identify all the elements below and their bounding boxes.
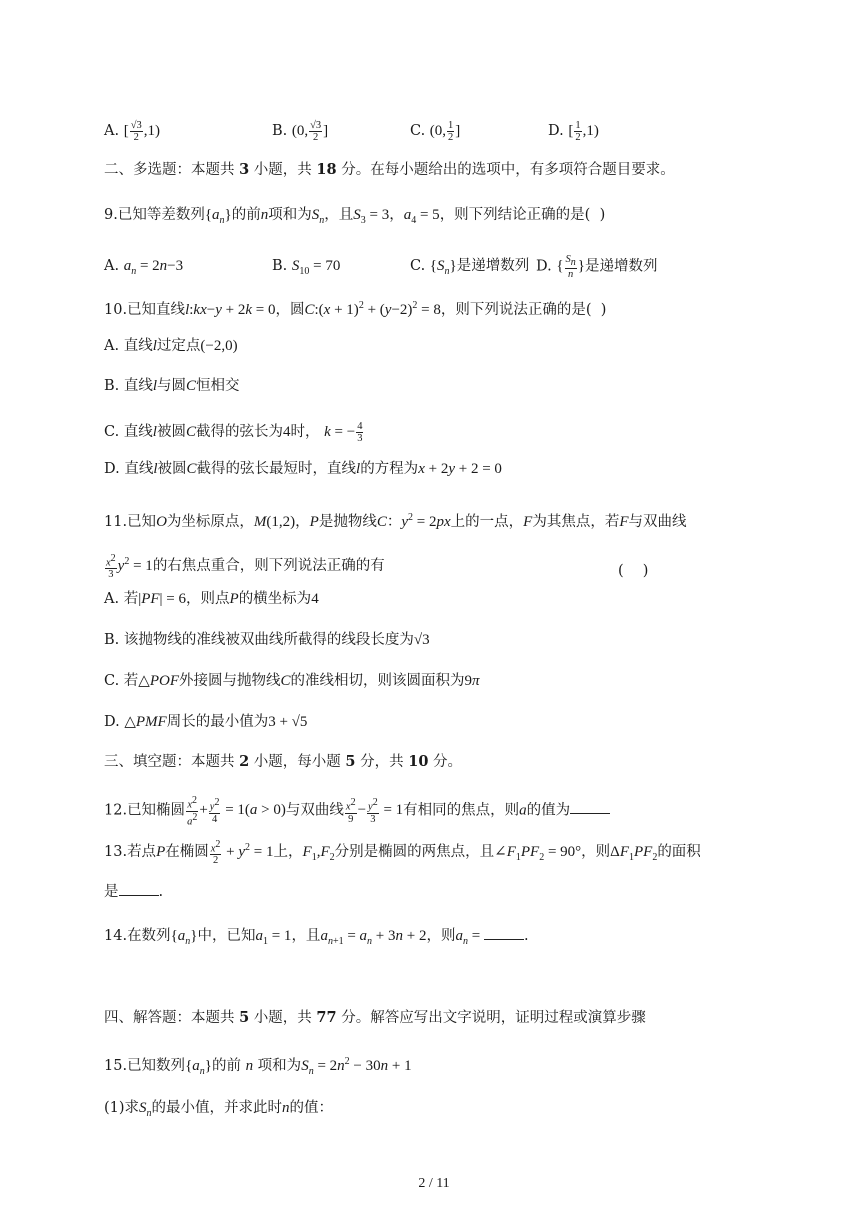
question-10-option-b: B. 直线l与圆C恒相交 (104, 378, 240, 394)
question-10-option-d: D. 直线l被圆C截得的弦长最短时，直线l的方程为x + 2y + 2 = 0 (104, 461, 502, 477)
q8-option-a: A. [ $\frac{√3}{2}$ ,1) (104, 120, 160, 143)
question-9-option-c: C. $\{S_n\}$是递增数列 (410, 258, 530, 277)
question-11-answer-paren: ( ) (618, 563, 649, 579)
question-14: 14.在数列$\{a_n\}$中，已知$a_1 = 1$，且$a_{n+1} = a_n + 3n + 2$，则$a_n$ = . (104, 925, 529, 952)
question-13-line2: 是 . (104, 881, 163, 902)
q8-option-b: B. (0, $\frac{√3}{2}$ ] (272, 120, 329, 143)
section-2-heading: 二、多选题：本题共 3 小题，共 18 分。在每小题给出的选项中，有多项符合题目要求。 (104, 161, 675, 178)
q13-answer-blank (119, 881, 159, 896)
question-11-option-c: C. 若△POF外接圆与抛物线C的准线相切，则该圆面积为9π (104, 673, 480, 689)
question-10-option-a: A. 直线l过定点(−2,0) (104, 338, 238, 354)
section-4-heading: 四、解答题：本题共 5 小题，共 77 分。解答应写出文字说明，证明过程或演算步骤 (104, 1009, 646, 1026)
question-11-option-d: D. △PMF周长的最小值为3 + √5 (104, 714, 308, 730)
question-9-option-a: A. $a_n = 2n-3$ (104, 258, 184, 277)
section-3-heading: 三、填空题：本题共 2 小题，每小题 5 分，共 10 分。 (104, 753, 463, 770)
question-9-option-d: D. { $\frac{S_n}{n}$ }是递增数列 (536, 254, 658, 281)
q8-option-c: C. (0, $\frac{1}{2}$ ] (410, 120, 461, 143)
question-11-option-a: A. 若|PF| = 6，则点P的横坐标为4 (104, 591, 319, 607)
q12-answer-blank (570, 799, 610, 814)
page-number: 2 / 11 (418, 1176, 450, 1191)
q14-answer-blank (484, 925, 524, 940)
question-10-option-c: C. 直线l被圆C截得的弦长为4时， k = − $\frac{4}{3}$ (104, 421, 363, 444)
question-9-option-b: B. $S_{10} = 70$ (272, 258, 341, 277)
q8-option-d: D. [ $\frac{1}{2}$ ,1) (548, 120, 599, 143)
question-12: 12.已知椭圆 $\frac{x^2}{a^2}$ + $\frac{y^2}{4}$ = 1(a > 0)与双曲线 $\frac{x^2}{9}$ − $\frac{y^2}{3}$ = 1有相同的焦点，则a的值为 (104, 795, 610, 827)
question-11-stem-line2: $\frac{x^2}{3}$ $y^2 = 1$的右焦点重合，则下列说法正确的有 (106, 552, 385, 581)
question-15-part-1: (1)求$S_n$的最小值，并求此时n的值： (104, 1100, 334, 1119)
question-13-line1: 13.若点P在椭圆 $\frac{x^2}{2}$ + $y^2 = 1$上，$F_1,F_2$分别是椭圆的两焦点，且$\angle F_1PF_2 = 90^\circ$，则$\Delta F_1PF_2$的面积 (104, 838, 701, 867)
question-11-option-b: B. 该抛物线的准线被双曲线所截得的线段长度为√3 (104, 632, 430, 648)
question-15-stem: 15.已知数列$\{a_n\}$的前 n 项和为$S_n = 2n^2 - 30n + 1$ (104, 1056, 412, 1077)
question-11-stem-line1: 11.已知O为坐标原点，M(1,2)，P是抛物线C：$y^2 = 2px$上的一点，F为其焦点，若F与双曲线 (104, 512, 687, 530)
question-10-stem: 10.已知直线l:kx−y + 2k = 0，圆C:(x + $1)^2 + (y-2)^2 = 8$，则下列说法正确的是( ) (104, 300, 607, 318)
question-9-stem: 9.已知等差数列$\{a_n\}$的前n项和为$S_n$，且$S_3 = 3$，$a_4 = 5$，则下列结论正确的是( ) (104, 207, 606, 226)
